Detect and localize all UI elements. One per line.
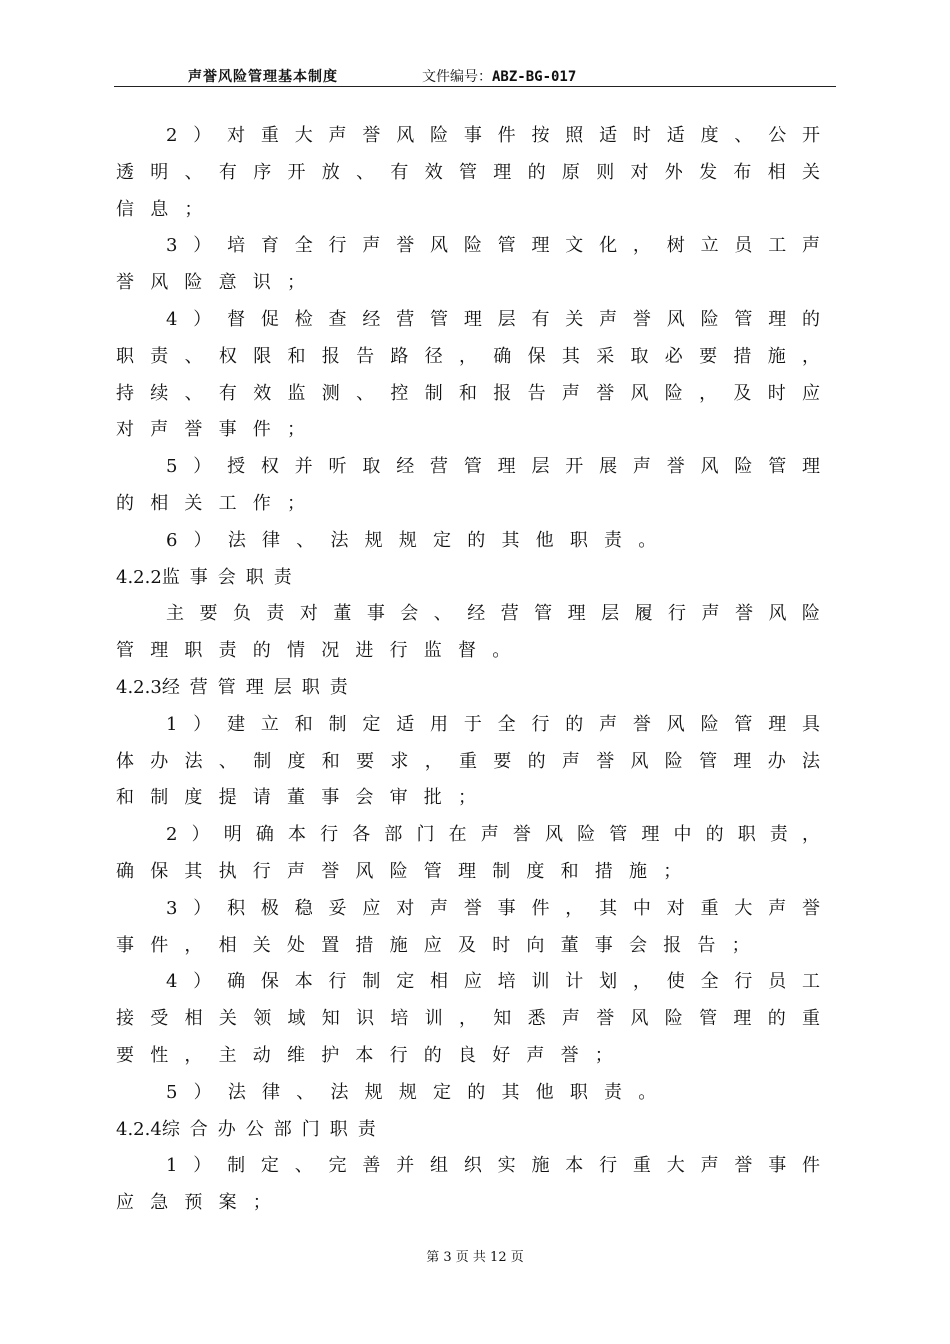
- paragraph-line: [116, 192, 838, 229]
- line-text: 体办法、制度和要求，重要的声誉风险管理办法: [116, 750, 837, 772]
- paragraph-line: [116, 1148, 838, 1185]
- line-text: 5）授权并听取经营管理层开展声誉风险管理: [166, 456, 836, 478]
- section-number: 4.2.3: [116, 676, 162, 698]
- paragraph-line: [116, 633, 838, 670]
- paragraph-line: [116, 928, 838, 965]
- document-number: [422, 66, 576, 86]
- line-text: 对声誉事件；: [116, 419, 322, 441]
- line-text: 和制度提请董事会审批；: [116, 787, 493, 809]
- paragraph-line: [116, 118, 838, 155]
- paragraph-line: [116, 339, 838, 376]
- section-title: 监事会职责: [161, 566, 302, 588]
- paragraph-line: [116, 891, 838, 928]
- line-text: 应急预案；: [116, 1192, 287, 1214]
- line-text: 2）对重大声誉风险事件按照适时适度、公开: [166, 125, 836, 146]
- line-text: 确保其执行声誉风险管理制度和措施；: [116, 860, 698, 882]
- line-text: 的相关工作；: [116, 492, 322, 514]
- line-text: 管理职责的情况进行监督。: [116, 640, 527, 662]
- line-text: 事件，相关处置措施应及时向董事会报告；: [116, 934, 766, 956]
- paragraph-line: [116, 707, 838, 744]
- document-number-value: ABZ-BG-017: [492, 69, 577, 85]
- line-text: 1）制定、完善并组织实施本行重大声誉事件: [166, 1155, 836, 1177]
- paragraph-line: [116, 1185, 838, 1222]
- line-text: 持续、有效监测、控制和报告声誉风险，及时应: [116, 382, 837, 404]
- line-text: 1）建立和制定适用于全行的声誉风险管理具: [166, 713, 836, 735]
- paragraph-line: [116, 449, 838, 486]
- paragraph-line: [116, 596, 838, 633]
- line-text: 4）确保本行制定相应培训计划，使全行员工: [166, 971, 836, 993]
- line-text: 4）督促检查经营管理层有关声誉风险管理的: [166, 308, 836, 330]
- document-body: [116, 118, 838, 1222]
- section-number: 4.2.2: [116, 566, 162, 588]
- line-text: 3）积极稳妥应对声誉事件，其中对重大声誉: [166, 897, 836, 919]
- paragraph-line: [116, 964, 838, 1001]
- section-heading-text: [116, 1112, 386, 1149]
- paragraph-line: [116, 228, 838, 265]
- paragraph-line: [116, 265, 838, 302]
- line-text: 3）培育全行声誉风险管理文化，树立员工声: [166, 235, 836, 257]
- paragraph-line: [116, 523, 838, 560]
- paragraph-line: [116, 1075, 838, 1112]
- page-header: [114, 64, 836, 87]
- page-number: 第 3 页 共 12 页: [426, 1250, 524, 1265]
- line-text: 职责、权限和报告路径，确保其采取必要措施，: [116, 345, 837, 367]
- section-heading-text: [116, 670, 358, 707]
- line-text: 5）法律、法规规定的其他职责。: [166, 1081, 673, 1103]
- section-heading: [116, 1112, 838, 1149]
- paragraph-line: [116, 486, 838, 523]
- section-number: 4.2.4: [116, 1118, 162, 1140]
- page-footer: [0, 1246, 950, 1265]
- paragraph-line: [116, 744, 838, 781]
- line-text: 信息；: [116, 198, 219, 220]
- line-text: 主要负责对董事会、经营管理层履行声誉风险: [166, 603, 836, 625]
- paragraph-line: [116, 817, 838, 854]
- document-title: 声誉风险管理基本制度: [188, 69, 338, 85]
- paragraph-line: [116, 302, 838, 339]
- section-heading: [116, 560, 838, 597]
- section-heading: [116, 670, 838, 707]
- line-text: 接受相关领域知识培训，知悉声誉风险管理的重: [116, 1008, 837, 1030]
- document-number-label: 文件编号：: [422, 69, 492, 85]
- section-heading-text: [116, 560, 302, 597]
- line-text: 要性，主动维护本行的良好声誉；: [116, 1044, 629, 1066]
- line-text: 2）明确本行各部门在声誉风险管理中的职责，: [166, 824, 835, 846]
- line-text: 誉风险意识；: [116, 272, 322, 294]
- paragraph-line: [116, 376, 838, 413]
- paragraph-line: [116, 780, 838, 817]
- line-text: 6）法律、法规规定的其他职责。: [166, 529, 673, 551]
- paragraph-line: [116, 412, 838, 449]
- paragraph-line: [116, 1001, 838, 1038]
- paragraph-line: [116, 155, 838, 192]
- section-title: 综合办公部门职责: [161, 1118, 386, 1140]
- paragraph-line: [116, 854, 838, 891]
- paragraph-line: [116, 1038, 838, 1075]
- section-title: 经营管理层职责: [161, 676, 358, 698]
- line-text: 透明、有序开放、有效管理的原则对外发布相关: [116, 161, 837, 183]
